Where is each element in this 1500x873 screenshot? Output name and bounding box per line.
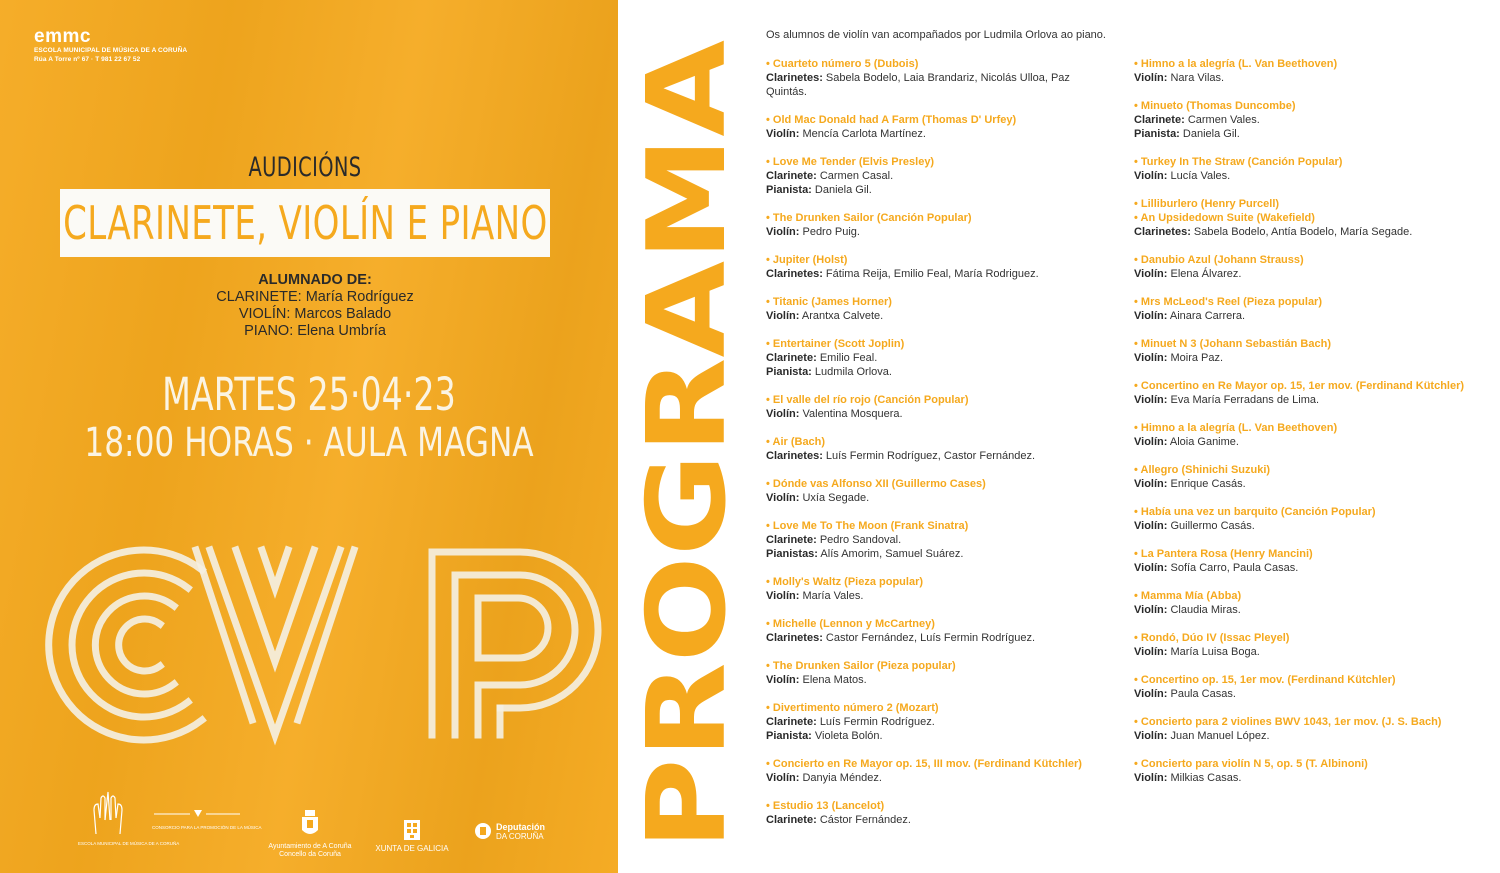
teacher-piano: PIANO: Elena Umbría [244, 323, 386, 339]
program-item [1134, 715, 1494, 743]
performer-names: Daniela Gil. [814, 184, 872, 196]
piece-title: • Air (Bach) [766, 436, 826, 448]
performer-names: Castor Fernández, Luís Fermin Rodríguez. [825, 632, 1036, 644]
performer-line [766, 729, 1106, 743]
performer-line [766, 267, 1106, 281]
performer-names: Valentina Mosquera. [802, 408, 903, 420]
performer-role: Clarinetes: [766, 268, 823, 280]
programa-text: PROGRAMA [625, 149, 750, 850]
letter-v [196, 550, 354, 735]
performer-names: Luís Fermin Rodríguez, Castor Fernández. [825, 450, 1036, 462]
piece-title: • Lilliburlero (Henry Purcell) [1134, 198, 1280, 210]
performer-role: Violín: [1134, 394, 1168, 406]
performer-names: Arantxa Calvete. [801, 310, 884, 322]
performer-role: Violín: [766, 492, 800, 504]
performer-line [766, 71, 1106, 99]
piece-title: • Allegro (Shinichi Suzuki) [1134, 464, 1271, 476]
piece-title: • Love Me To The Moon (Frank Sinatra) [766, 520, 969, 532]
program-item [766, 113, 1106, 141]
piece-title: • Molly's Waltz (Pieza popular) [766, 576, 924, 588]
piece-title: • The Drunken Sailor (Pieza popular) [766, 660, 956, 672]
poster-heading: AUDICIÓNS [248, 152, 362, 183]
performer-role: Clarinete: [766, 170, 817, 182]
event-time-place: 18:00 HORAS · AULA MAGNA [84, 420, 534, 466]
footer-logo-school-text: ESCOLA MUNICIPAL DE MÚSICA DE A CORUÑA [78, 841, 180, 846]
performer-role: Violín: [766, 408, 800, 420]
performer-names: Enrique Casás. [1170, 478, 1246, 490]
piece-title: • Entertainer (Scott Joplin) [766, 338, 905, 350]
cvp-letters [0, 530, 618, 750]
program-item [766, 337, 1106, 379]
program-item [766, 757, 1106, 785]
piece-title: • Había una vez un barquito (Canción Popular) [1134, 506, 1376, 518]
performer-line [766, 547, 1106, 561]
program-item [1134, 295, 1494, 323]
poster-panel [0, 0, 618, 873]
footer-logo-school [78, 790, 180, 846]
performer-role: Clarinete: [766, 534, 817, 546]
program-intro: Os alumnos de violín van acompañados por Ludmila Orlova ao piano. [766, 29, 1106, 41]
performer-names: Sofía Carro, Paula Casas. [1170, 562, 1299, 574]
program-column-1 [766, 57, 1106, 841]
performer-role: Violín: [1134, 562, 1168, 574]
performer-role: Violín: [766, 674, 800, 686]
program-item [1134, 589, 1494, 617]
program-item [766, 575, 1106, 603]
performer-role: Violín: [1134, 520, 1168, 532]
teacher-clarinete: CLARINETE: María Rodríguez [216, 289, 414, 305]
program-column-2 [1134, 57, 1494, 799]
letter-c [49, 550, 202, 740]
crest-icon [300, 810, 320, 838]
performer-names: Daniela Gil. [1182, 128, 1240, 140]
performer-role: Violín: [1134, 268, 1168, 280]
piece-title: • Himno a la alegría (L. Van Beethoven) [1134, 58, 1338, 70]
program-item [766, 477, 1106, 505]
performer-names: Juan Manuel López. [1170, 730, 1270, 742]
performer-role: Violín: [1134, 170, 1168, 182]
piece-title: • Titanic (James Horner) [766, 296, 892, 308]
piece-title: • Concierto para violín N 5, op. 5 (T. Albinoni) [1134, 758, 1368, 770]
performer-line [1134, 127, 1494, 141]
performer-names: Sabela Bodelo, Laia Brandariz, Nicolás Ulloa, Paz Quintás. [766, 72, 1070, 98]
performer-role: Violín: [1134, 604, 1168, 616]
program-item [766, 211, 1106, 239]
performer-line [766, 351, 1106, 365]
performer-role: Clarinetes: [766, 632, 823, 644]
school-logo [34, 28, 187, 64]
performer-role: Clarinetes: [1134, 226, 1191, 238]
piece-title: • The Drunken Sailor (Canción Popular) [766, 212, 972, 224]
performer-role: Violín: [1134, 646, 1168, 658]
logo-school-name: ESCOLA MUNICIPAL DE MÚSICA DE A CORUÑA [34, 47, 188, 54]
performer-names: Sabela Bodelo, Antía Bodelo, María Segade. [1193, 226, 1413, 238]
program-item [766, 253, 1106, 281]
program-item [766, 295, 1106, 323]
performer-line [766, 491, 1106, 505]
program-item [1134, 547, 1494, 575]
logo-address: Rúa A Torre nº 67 · T 981 22 67 52 [34, 56, 141, 63]
footer-logo-consorcio [152, 806, 262, 832]
performer-role: Violín: [766, 772, 800, 784]
performer-line [1134, 603, 1494, 617]
performer-line [766, 715, 1106, 729]
performer-names: Aloia Ganime. [1169, 436, 1239, 448]
performer-role: Clarinete: [766, 716, 817, 728]
performer-line [766, 127, 1106, 141]
footer-logo-xunta-text: XUNTA DE GALICIA [375, 844, 449, 853]
program-item [1134, 197, 1494, 239]
performer-line [1134, 519, 1494, 533]
program-item [1134, 337, 1494, 365]
performer-line [1134, 351, 1494, 365]
performer-names: Moira Paz. [1170, 352, 1224, 364]
program-item [1134, 463, 1494, 491]
performer-line [1134, 435, 1494, 449]
performer-role: Clarinetes: [766, 450, 823, 462]
program-item [1134, 57, 1494, 85]
program-item [766, 57, 1106, 99]
program-item [766, 659, 1106, 687]
footer-logo-consorcio-text: CONSORCIO PARA LA PROMOCIÓN DE LA MÚSICA [152, 825, 262, 830]
poster-title: CLARINETE, VIOLÍN E PIANO [62, 196, 548, 250]
performer-names: Pedro Sandoval. [819, 534, 902, 546]
footer-logo-deputacion-line2: DA CORUÑA [496, 832, 544, 841]
performer-role: Pianista: [1134, 128, 1180, 140]
program-item [1134, 421, 1494, 449]
performer-role: Clarinetes: [766, 72, 823, 84]
piece-title: • Danubio Azul (Johann Strauss) [1134, 254, 1304, 266]
performer-role: Violín: [766, 226, 800, 238]
program-item [1134, 253, 1494, 281]
event-date: MARTES 25·04·23 [162, 368, 456, 421]
performer-names: Alís Amorim, Samuel Suárez. [820, 548, 964, 560]
piece-title: • Love Me Tender (Elvis Presley) [766, 156, 935, 168]
piece-title: • Divertimento número 2 (Mozart) [766, 702, 939, 714]
performer-names: María Vales. [802, 590, 864, 602]
performer-line [766, 631, 1106, 645]
consorcio-icon [154, 809, 240, 819]
program-item [766, 155, 1106, 197]
performer-role: Pianista: [766, 366, 812, 378]
performer-line [1134, 477, 1494, 491]
performer-line [1134, 393, 1494, 407]
performer-names: Luís Fermin Rodríguez. [819, 716, 935, 728]
piece-title: • Concierto para 2 violines BWV 1043, 1er mov. (J. S. Bach) [1134, 716, 1442, 728]
piece-title: • Cuarteto número 5 (Dubois) [766, 58, 919, 70]
performer-names: Elena Álvarez. [1170, 268, 1242, 280]
piece-title: • Mrs McLeod's Reel (Pieza popular) [1134, 296, 1323, 308]
footer-logo-concello [260, 810, 360, 859]
performer-line [1134, 267, 1494, 281]
piece-title: • Concierto en Re Mayor op. 15, III mov. (Ferdinand Kütchler) [766, 758, 1082, 770]
piece-title: • Minueto (Thomas Duncombe) [1134, 100, 1296, 112]
performer-role: Violín: [766, 128, 800, 140]
piece-title: • El valle del río rojo (Canción Popular) [766, 394, 969, 406]
footer-logo-deputacion-line1: Deputación [496, 822, 546, 832]
performer-role: Violín: [1134, 772, 1168, 784]
performer-line [766, 589, 1106, 603]
performer-line [766, 225, 1106, 239]
program-item [1134, 673, 1494, 701]
footer-logos [0, 780, 618, 860]
performer-line [766, 309, 1106, 323]
performer-line [766, 449, 1106, 463]
performer-role: Clarinete: [766, 814, 817, 826]
performer-line [766, 813, 1106, 827]
piece-title: • Jupiter (Holst) [766, 254, 848, 266]
performer-line [1134, 687, 1494, 701]
xunta-shield-icon [404, 820, 420, 840]
performer-names: Milkias Casas. [1170, 772, 1242, 784]
poster-title-box [60, 189, 550, 257]
piece-title: • Estudio 13 (Lancelot) [766, 800, 885, 812]
piece-title: • An Upsidedown Suite (Wakefield) [1134, 212, 1315, 224]
performer-role: Violín: [1134, 436, 1168, 448]
performer-names: Violeta Bolón. [814, 730, 883, 742]
performer-line [1134, 645, 1494, 659]
performer-names: Mencía Carlota Martínez. [802, 128, 926, 140]
footer-logo-concello-line2: Concello da Coruña [279, 851, 341, 858]
piece-title: • Rondó, Dúo IV (Issac Pleyel) [1134, 632, 1290, 644]
programa-vertical-title [625, 20, 750, 860]
performer-role: Violín: [1134, 730, 1168, 742]
program-item [1134, 631, 1494, 659]
performer-line [1134, 225, 1494, 239]
performer-role: Pianista: [766, 184, 812, 196]
program-item [1134, 757, 1494, 785]
performer-names: Cástor Fernández. [819, 814, 911, 826]
performer-names: Eva María Ferradans de Lima. [1170, 394, 1320, 406]
performer-line [1134, 113, 1494, 127]
performer-line [766, 673, 1106, 687]
performer-role: Pianista: [766, 730, 812, 742]
performer-names: Guillermo Casás. [1170, 520, 1255, 532]
piece-title: • Himno a la alegría (L. Van Beethoven) [1134, 422, 1338, 434]
program-item [766, 435, 1106, 463]
performer-role: Violín: [1134, 352, 1168, 364]
piece-title: • Concertino op. 15, 1er mov. (Ferdinand Kütchler) [1134, 674, 1396, 686]
performer-line [1134, 561, 1494, 575]
performer-names: Pedro Puig. [802, 226, 860, 238]
performer-names: Ludmila Orlova. [814, 366, 892, 378]
performer-names: Uxía Segade. [802, 492, 870, 504]
performer-line [1134, 71, 1494, 85]
hands-icon [88, 790, 128, 836]
program-item [1134, 505, 1494, 533]
teacher-violin: VIOLÍN: Marcos Balado [238, 306, 392, 322]
performer-role: Violín: [1134, 72, 1168, 84]
deputacion-crest-icon [474, 820, 492, 842]
performer-role: Violín: [1134, 478, 1168, 490]
performer-names: Carmen Vales. [1187, 114, 1260, 126]
performer-role: Violín: [1134, 688, 1168, 700]
program-item [766, 799, 1106, 827]
performer-line [1134, 169, 1494, 183]
alumnado-label: ALUMNADO DE: [258, 272, 372, 288]
program-item [1134, 99, 1494, 141]
performer-role: Pianistas: [766, 548, 818, 560]
logo-mark: emmc [34, 26, 91, 47]
footer-logo-concello-line1: Ayuntamiento de A Coruña [268, 843, 352, 850]
program-item [766, 701, 1106, 743]
letter-p [432, 552, 598, 735]
performer-line [1134, 771, 1494, 785]
teachers-block [120, 272, 510, 340]
performer-names: Carmen Casal. [819, 170, 894, 182]
program-item [1134, 155, 1494, 183]
piece-title: • Concertino en Re Mayor op. 15, 1er mov. (Ferdinand Kütchler) [1134, 380, 1465, 392]
piece-title: • Michelle (Lennon y McCartney) [766, 618, 935, 630]
footer-logo-xunta [372, 820, 452, 853]
performer-names: Ainara Carrera. [1169, 310, 1246, 322]
piece-title: • Mamma Mía (Abba) [1134, 590, 1242, 602]
performer-role: Violín: [766, 590, 800, 602]
performer-names: Fátima Reija, Emilio Feal, María Rodriguez. [825, 268, 1039, 280]
performer-names: Claudia Miras. [1170, 604, 1241, 616]
piece-title: • La Pantera Rosa (Henry Mancini) [1134, 548, 1313, 560]
piece-title: • Turkey In The Straw (Canción Popular) [1134, 156, 1343, 168]
performer-role: Clarinete: [766, 352, 817, 364]
performer-names: Danyia Méndez. [802, 772, 882, 784]
performer-line [766, 533, 1106, 547]
performer-names: Lucía Vales. [1170, 170, 1231, 182]
performer-names: Emilio Feal. [819, 352, 878, 364]
performer-line [1134, 729, 1494, 743]
performer-line [766, 407, 1106, 421]
performer-line [1134, 309, 1494, 323]
performer-line [766, 771, 1106, 785]
performer-line [766, 183, 1106, 197]
performer-line [766, 365, 1106, 379]
performer-names: Nara Vilas. [1170, 72, 1225, 84]
program-item [766, 617, 1106, 645]
performer-names: Elena Matos. [802, 674, 867, 686]
program-item [1134, 379, 1494, 407]
performer-role: Violín: [1134, 310, 1168, 322]
program-item [766, 519, 1106, 561]
performer-role: Clarinete: [1134, 114, 1185, 126]
performer-line [766, 169, 1106, 183]
program-item [766, 393, 1106, 421]
piece-title: • Minuet N 3 (Johann Sebastián Bach) [1134, 338, 1331, 350]
performer-names: Paula Casas. [1170, 688, 1236, 700]
piece-title: • Dónde vas Alfonso XII (Guillermo Cases) [766, 478, 986, 490]
performer-role: Violín: [766, 310, 800, 322]
piece-title: • Old Mac Donald had A Farm (Thomas D' Urfey) [766, 114, 1017, 126]
performer-names: María Luisa Boga. [1170, 646, 1260, 658]
